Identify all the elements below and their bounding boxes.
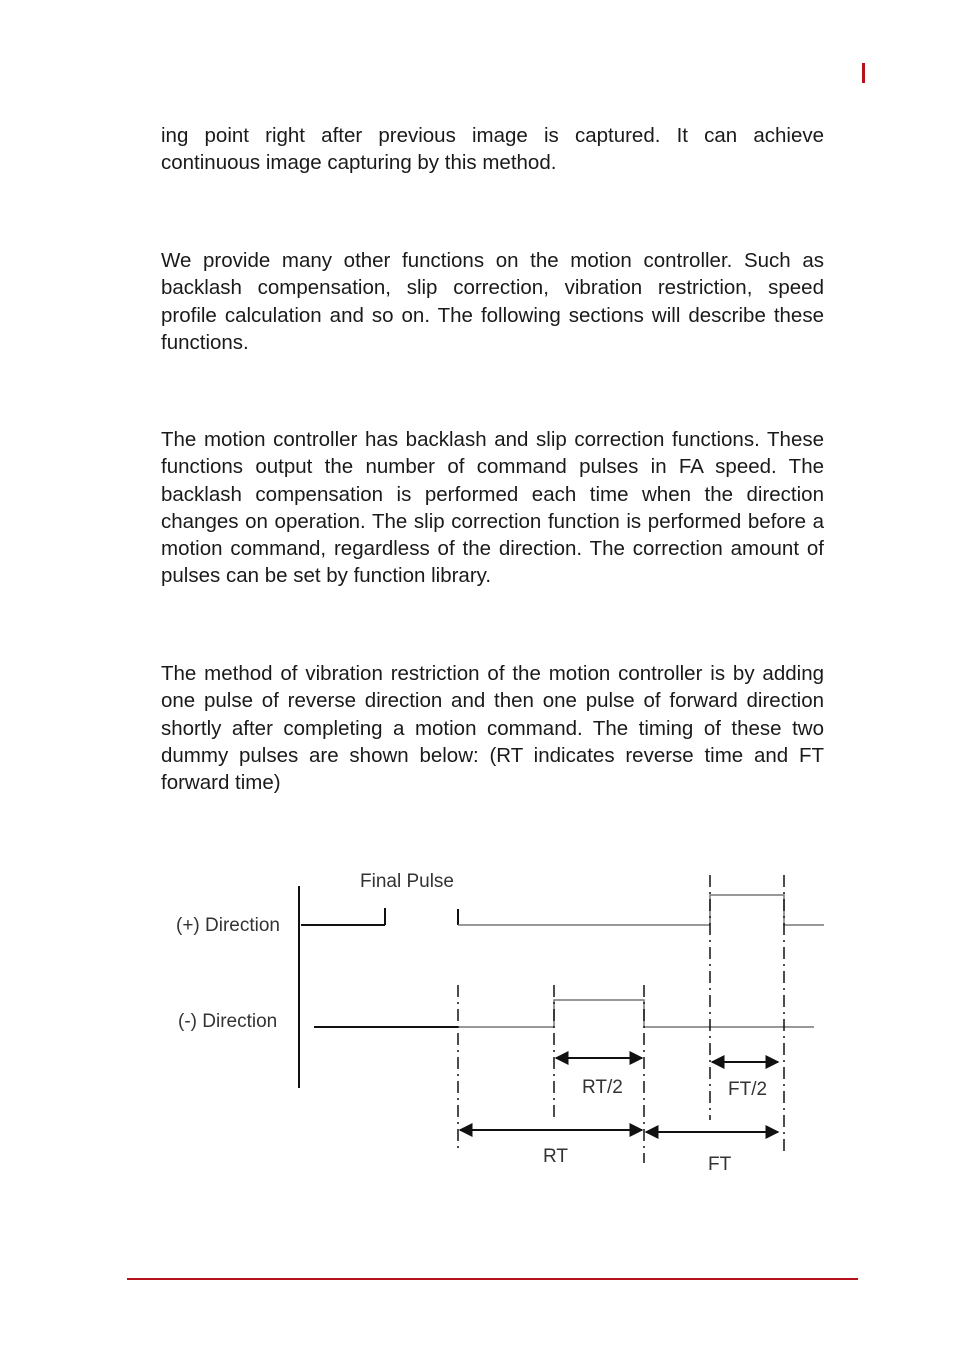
footer-rule [127,1278,858,1280]
paragraph-vibration-restriction: The method of vibration restriction of the motion controller is by adding one pulse of reverse direction and then one pulse of forward direction shortly after completing a motion command. The timing of these two dummy pulses are shown below: (RT indicates reverse time and FT forward time) [161,662,824,795]
minus-direction-label: (-) Direction [178,1011,278,1032]
ft-half-label: FT/2 [728,1079,768,1100]
paragraph-backlash-slip: The motion controller has backlash and slip correction functions. These functions output the number of command pulses in FA speed. The backlash compensation is performed each time when the direction changes on operation. The slip correction function is performed before a motion command, regardless of the direction. The correction amount of pulses can be set by function library. [161,428,824,588]
plus-direction-label: (+) Direction [176,915,280,936]
paragraph-continuous-capture: ing point right after previous image is captured. It can achieve continuous image capturing by this method. [161,124,824,175]
paragraph-other-functions: We provide many other functions on the motion controller. Such as backlash compensation, slip correction, vibration restriction, speed profile calculation and so on. The following sections will describe these functions. [161,249,824,354]
minus-direction-signal [314,1000,814,1027]
final-pulse-label: Final Pulse [360,871,454,892]
ft-label: FT [708,1154,732,1175]
timing-guides [458,875,784,1163]
rt-half-label: RT/2 [582,1077,623,1098]
plus-direction-signal [301,895,824,925]
rt-label: RT [543,1146,568,1167]
